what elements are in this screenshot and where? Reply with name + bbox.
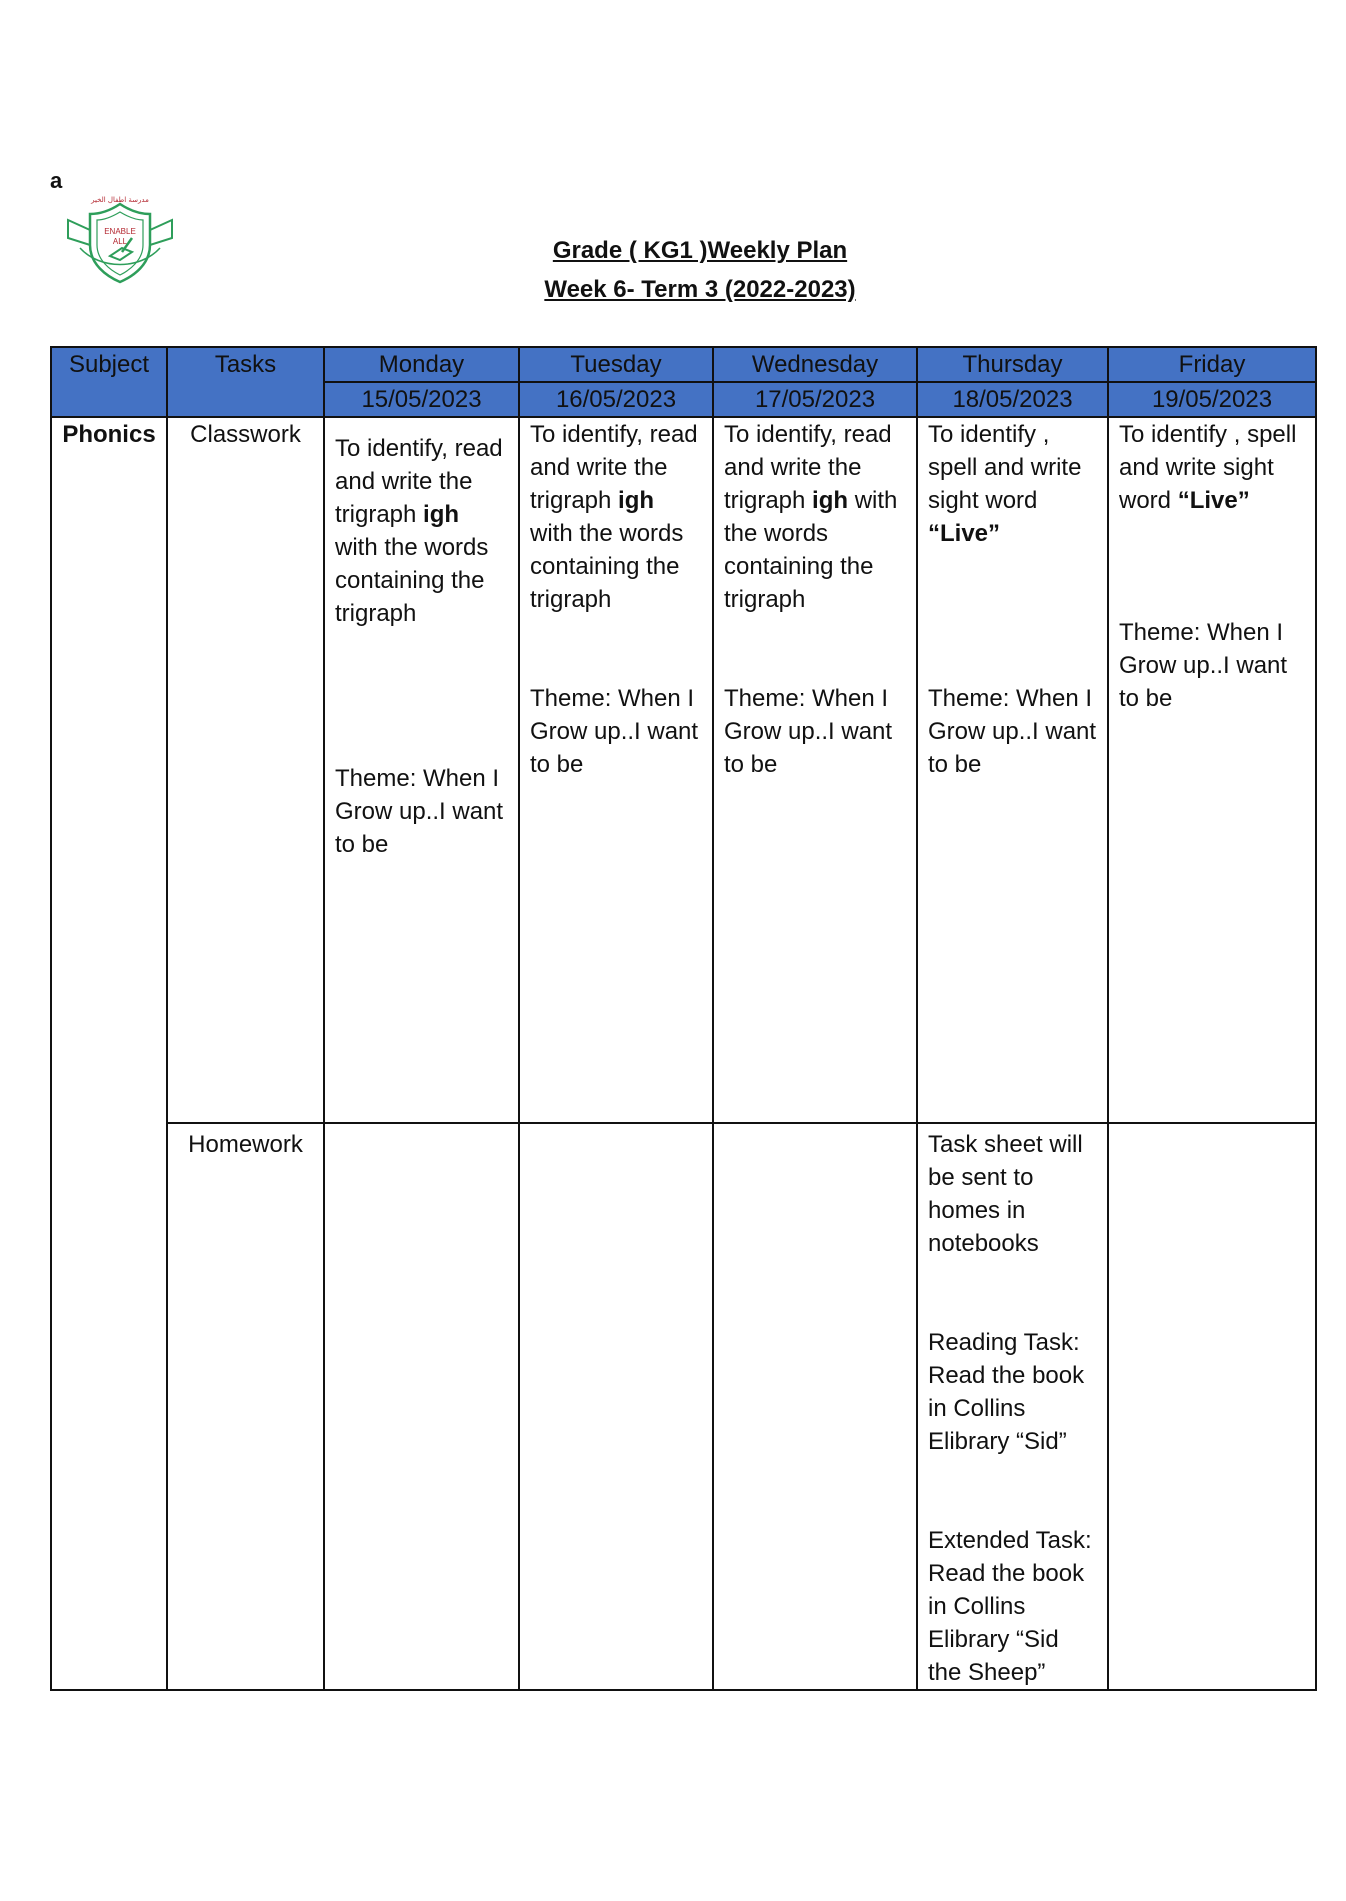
- page-subtitle: Week 6- Term 3 (2022-2023): [544, 276, 856, 303]
- classwork-friday: [1108, 417, 1316, 1123]
- column-header-thursday: Thursday: [917, 347, 1108, 382]
- svg-text:ALL: ALL: [112, 237, 128, 246]
- classwork-thursday: [917, 417, 1108, 1123]
- column-header-tasks: Tasks: [167, 347, 324, 417]
- classwork-row: [51, 417, 1316, 1123]
- date-monday: 15/05/2023: [324, 382, 519, 417]
- objective-keyword: “Live”: [928, 520, 1001, 547]
- homework-friday: [1108, 1123, 1316, 1690]
- column-header-wednesday: Wednesday: [713, 347, 917, 382]
- objective-keyword: igh: [618, 487, 655, 514]
- spacer: [928, 550, 1097, 682]
- spacer: [724, 616, 906, 682]
- homework-tuesday: [519, 1123, 713, 1690]
- spacer: [928, 1458, 1097, 1524]
- classwork-tuesday: [519, 417, 713, 1123]
- homework-wednesday: [713, 1123, 917, 1690]
- theme-text: Theme: When I Grow up..I want to be: [928, 685, 1097, 778]
- extended-task-text: Extended Task: Read the book in Collins Elibrary “Sid the Sheep”: [928, 1527, 1092, 1686]
- spacer: [530, 616, 702, 682]
- objective-text-end: with the words containing the trigraph: [724, 487, 898, 613]
- spacer: [335, 630, 508, 762]
- objective-keyword: “Live”: [1177, 487, 1250, 514]
- objective-text: To identify, read and write the trigraph: [335, 435, 503, 528]
- objective-text: To identify , spell and write sight word: [928, 421, 1082, 514]
- classwork-monday: [324, 417, 519, 1123]
- spacer: [928, 1260, 1097, 1326]
- objective-keyword: igh: [423, 501, 460, 528]
- date-tuesday: 16/05/2023: [519, 382, 713, 417]
- objective-text: To identify, read and write the trigraph: [724, 421, 892, 514]
- objective-keyword: igh: [812, 487, 849, 514]
- reading-task-text: Reading Task: Read the book in Collins Elibrary “Sid”: [928, 1329, 1085, 1455]
- svg-text:مدرسة اطفال الخير: مدرسة اطفال الخير: [91, 196, 149, 204]
- column-header-tuesday: Tuesday: [519, 347, 713, 382]
- date-thursday: 18/05/2023: [917, 382, 1108, 417]
- objective-text: To identify, read and write the trigraph: [530, 421, 698, 514]
- date-friday: 19/05/2023: [1108, 382, 1316, 417]
- date-wednesday: 17/05/2023: [713, 382, 917, 417]
- theme-text: Theme: When I Grow up..I want to be: [1119, 619, 1288, 712]
- theme-text: Theme: When I Grow up..I want to be: [530, 685, 699, 778]
- theme-text: Theme: When I Grow up..I want to be: [335, 765, 504, 858]
- weekly-plan-table: [50, 346, 1317, 1691]
- objective-text-end: with the words containing the trigraph: [335, 534, 489, 627]
- column-header-friday: Friday: [1108, 347, 1316, 382]
- svg-text:ENABLE: ENABLE: [104, 227, 136, 236]
- header-row-days: [51, 347, 1316, 382]
- task-sheet-text: Task sheet will be sent to homes in notebooks: [928, 1131, 1083, 1257]
- homework-row: [51, 1123, 1316, 1690]
- spacer: [1119, 517, 1305, 616]
- task-label-homework: Homework: [167, 1123, 324, 1690]
- page-title: Grade ( KG1 )Weekly Plan: [552, 237, 848, 264]
- column-header-monday: Monday: [324, 347, 519, 382]
- homework-monday: [324, 1123, 519, 1690]
- theme-text: Theme: When I Grow up..I want to be: [724, 685, 893, 778]
- objective-text-end: with the words containing the trigraph: [530, 520, 684, 613]
- homework-thursday: [917, 1123, 1108, 1690]
- task-label-classwork: Classwork: [167, 417, 324, 1123]
- column-header-subject: Subject: [51, 347, 167, 417]
- stray-character: a: [50, 168, 63, 193]
- subject-cell: Phonics: [51, 417, 167, 1690]
- objective-text: To identify , spell and write sight word: [1119, 421, 1297, 514]
- classwork-wednesday: [713, 417, 917, 1123]
